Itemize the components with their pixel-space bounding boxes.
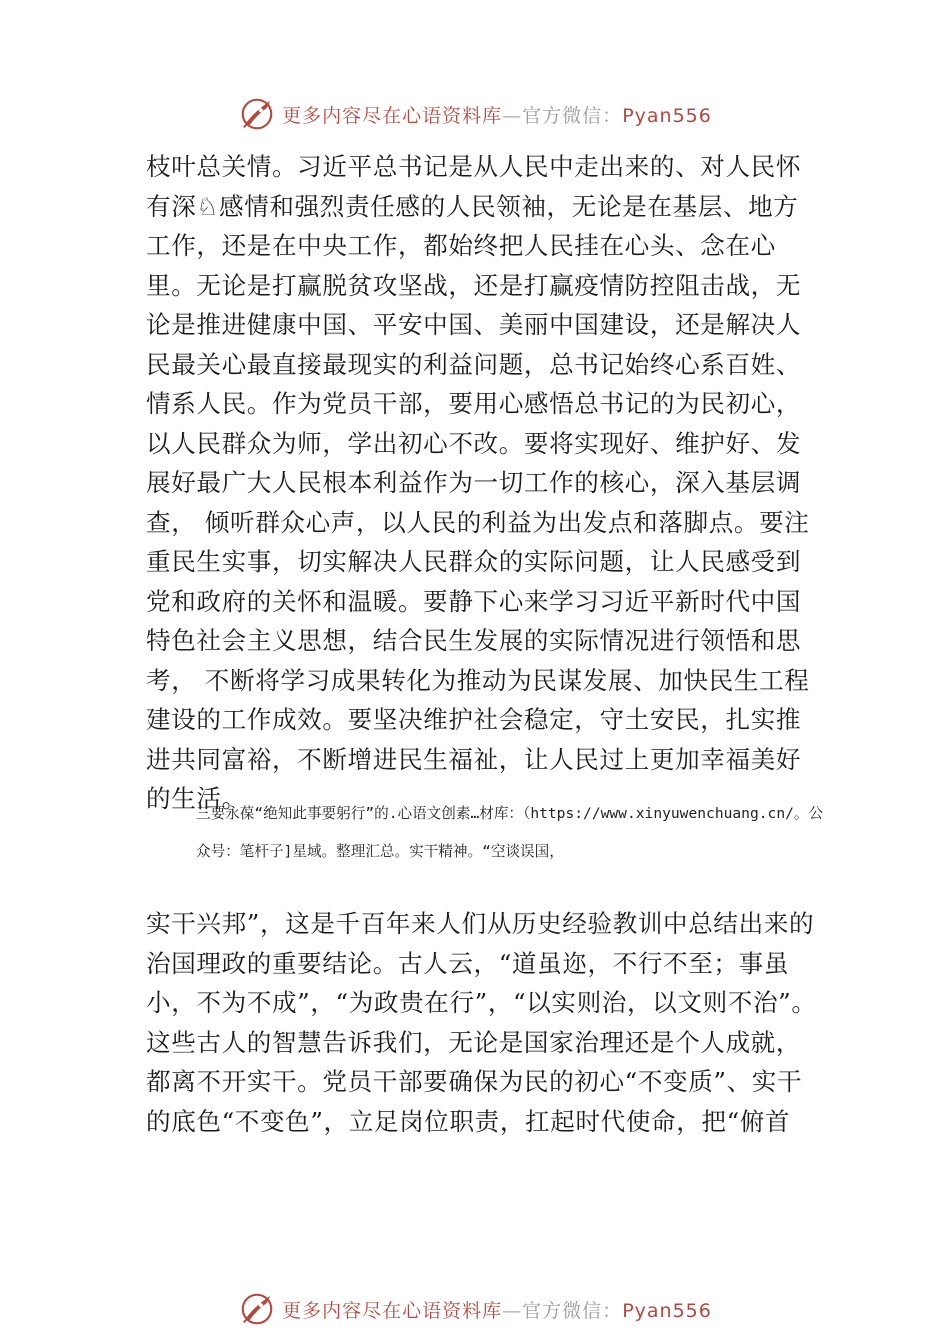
banner-main-text: 更多内容尽在心语资料库 — [282, 104, 503, 127]
body-paragraph-2: 实干兴邦”，这是千百年来人们从历史经验教训中总结出来的治国理政的重要结论。古人云，“道虽迩，不行不至；事虽小，不为不成”，“为政贵在行”，“以实则治，以文则不治”。这些古人的智慧告诉我们，无论是国家治理还是个人成就， 都离不开实干。党员干部要确保为民的初心“不变质”、实干的底色“不变色”，立足岗位职责，扛起时代使命，把“俯首 — [146, 909, 817, 1136]
source-note-paragraph: 三要永葆“绝知此事要躬行”的.心语文创素…材库：（https://www.xinyuwenchuang.cn/。公众号：笔杆子]星域。整理汇总。实干精神。“空谈误国， — [196, 805, 824, 860]
banner-wechat-id: Pyan556 — [622, 1299, 712, 1322]
banner-main-text: 更多内容尽在心语资料库 — [282, 1299, 503, 1322]
banner-separator: — — [502, 1299, 523, 1322]
banner-separator: — — [502, 104, 523, 127]
banner-wechat-id: Pyan556 — [622, 104, 712, 127]
pen-nib-logo-icon — [238, 1290, 276, 1328]
body-paragraph-1: 枝叶总关情。习近平总书记是从人民中走出来的、对人民怀有深♘感情和强烈责任感的人民领袖，无论是在基层、地方工作，还是在中央工作，都始终把人民挂在心头、念在心里。无论是打赢脱贫攻坚战，还是打赢疫情防控阻击战，无论是推进健康中国、平安中国、美丽中国建设，还是解决人民最关心最直接最现实的利益问题，总书记始终心系百姓、情系人民。作为党员干部，要用心感悟总书记的为民初心，以人民群众为师，学出初心不改。要将实现好、维护好、发展好最广大人民根本利益作为一切工作的核心，深入基层调查， 倾听群众心声，以人民的利益为出发点和落脚点。要注重民生实事，切实解决人民群众的实际问题，让人民感受到党和政府的关怀和温暖。要静下心来学习习近平新时代中国特色社会主义思想，结合民生发展的实际情况进行领悟和思考， 不断将学习成果转化为推动为民谋发展、加快民生工程建设的工作成效。要坚决维护社会稳定，守土安民，扎实推进共同富裕，不断增进民生福祉，让人民过上更加幸福美好的生活。 — [146, 152, 810, 813]
footer-watermark-banner — [0, 1289, 950, 1329]
header-watermark-banner — [0, 94, 950, 134]
banner-wechat-label: 官方微信： — [522, 104, 623, 127]
banner-wechat-label: 官方微信： — [522, 1299, 623, 1322]
pen-nib-logo-icon — [238, 95, 276, 133]
